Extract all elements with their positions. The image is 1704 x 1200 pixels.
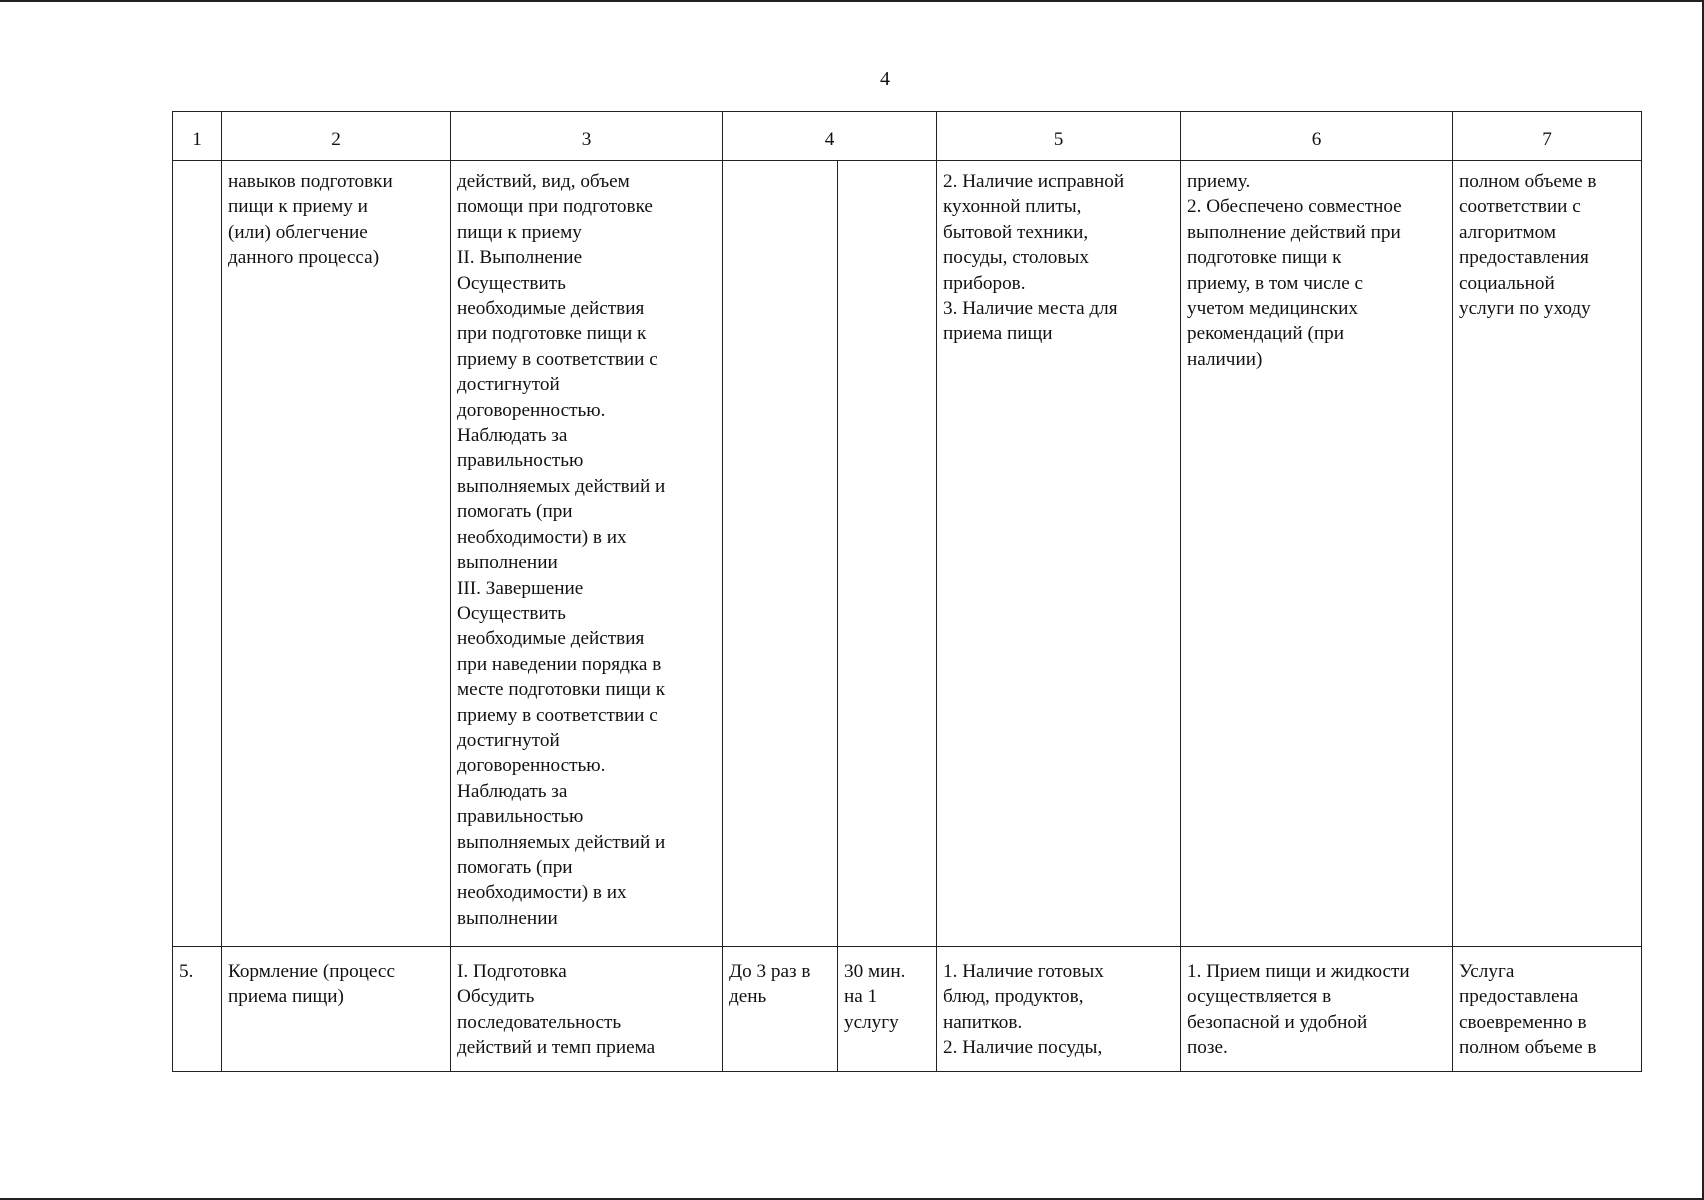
cell-frequency	[723, 161, 838, 947]
cell-result-evaluation: полном объеме в соответствии с алгоритмом предоставления социальной услуги по уходу	[1453, 161, 1642, 947]
cell-conditions: 2. Наличие исправной кухонной плиты, бытовой техники, посуды, столовых приборов. 3. Наличие места для приема пищи	[937, 161, 1181, 947]
cell-service-name: навыков подготовки пищи к приему и (или) облегчение данного процесса)	[222, 161, 451, 947]
cell-duration: 30 мин. на 1 услугу	[838, 947, 937, 1072]
cell-number: 5.	[173, 947, 222, 1072]
table-header-row	[173, 112, 1642, 161]
column-header-1: 1	[173, 112, 222, 161]
column-header-7: 7	[1453, 112, 1642, 161]
cell-quality-indicators: приему. 2. Обеспечено совместное выполнение действий при подготовке пищи к приему, в том числе с учетом медицинских рекомендаций (при наличии)	[1181, 161, 1453, 947]
column-header-3: 3	[451, 112, 723, 161]
table-row	[173, 161, 1642, 947]
column-header-6: 6	[1181, 112, 1453, 161]
table-row	[173, 947, 1642, 1072]
cell-result-evaluation: Услуга предоставлена своевременно в полном объеме в	[1453, 947, 1642, 1072]
cell-service-name: Кормление (процесс приема пищи)	[222, 947, 451, 1072]
cell-frequency: До 3 раз в день	[723, 947, 838, 1072]
cell-conditions: 1. Наличие готовых блюд, продуктов, напитков. 2. Наличие посуды,	[937, 947, 1181, 1072]
cell-service-description: I. Подготовка Обсудить последовательность действий и темп приема	[451, 947, 723, 1072]
column-header-5: 5	[937, 112, 1181, 161]
service-standard-table	[172, 111, 1642, 1072]
cell-number	[173, 161, 222, 947]
cell-duration	[838, 161, 937, 947]
cell-service-description: действий, вид, объем помощи при подготовке пищи к приему II. Выполнение Осуществить необходимые действия при подготовке пищи к приему в соответствии с достигнутой договоренностью. Наблюдать за правильностью выполняемых действий и помогать (при необходимости) в их выполнении III. Завершение Осуществить необходимые действия при наведении порядка в месте подготовки пищи к приему в соответствии с достигнутой договоренностью. Наблюдать за правильностью выполняемых действий и помогать (при необходимости) в их выполнении	[451, 161, 723, 947]
cell-quality-indicators: 1. Прием пищи и жидкости осуществляется в безопасной и удобной позе.	[1181, 947, 1453, 1072]
column-header-2: 2	[222, 112, 451, 161]
page-number: 4	[880, 68, 890, 90]
page-border-top	[0, 0, 1704, 2]
column-header-4: 4	[723, 112, 937, 161]
